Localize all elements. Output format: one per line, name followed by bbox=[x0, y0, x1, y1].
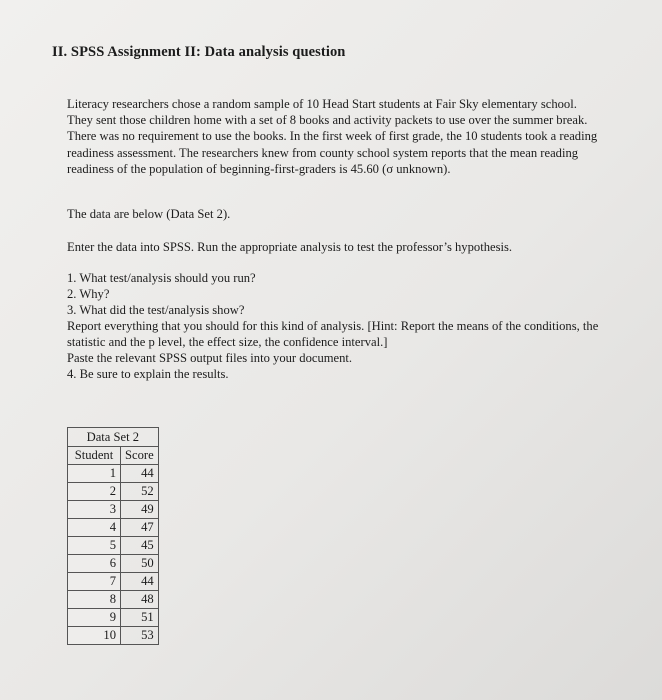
score-cell: 52 bbox=[121, 483, 159, 501]
table-caption: Data Set 2 bbox=[68, 428, 159, 447]
column-header-score: Score bbox=[121, 447, 159, 465]
score-cell: 44 bbox=[121, 573, 159, 591]
student-cell: 9 bbox=[68, 609, 121, 627]
table-row bbox=[68, 591, 159, 609]
student-cell: 7 bbox=[68, 573, 121, 591]
question-3: 3. What did the test/analysis show? bbox=[67, 303, 245, 317]
score-cell: 53 bbox=[121, 627, 159, 645]
report-instruction: Report everything that you should for this kind of analysis. [Hint: Report the means of the conditions, the statistic and the p level, the effect size, the confidence interval.] bbox=[67, 319, 599, 349]
question-4: 4. Be sure to explain the results. bbox=[67, 367, 229, 381]
scenario-paragraph: Literacy researchers chose a random sample of 10 Head Start students at Fair Sky elementary school. They sent those children home with a set of 8 books and activity packets to use over the summer break. There was no requirement to use the books. In the first week of first grade, the 10 students took a reading readiness assessment. The researchers knew from county school system reports that the mean reading readiness of the population of beginning-first-graders is 45.60 (σ unknown). bbox=[67, 97, 598, 176]
question-2: 2. Why? bbox=[67, 287, 110, 301]
score-cell: 44 bbox=[121, 465, 159, 483]
table-row bbox=[68, 519, 159, 537]
table-row bbox=[68, 483, 159, 501]
score-cell: 50 bbox=[121, 555, 159, 573]
data-note: The data are below (Data Set 2). bbox=[67, 207, 231, 221]
table-row bbox=[68, 609, 159, 627]
student-cell: 8 bbox=[68, 591, 121, 609]
paste-instruction: Paste the relevant SPSS output files into your document. bbox=[67, 351, 353, 365]
score-cell: 47 bbox=[121, 519, 159, 537]
table-row bbox=[68, 555, 159, 573]
column-header-student: Student bbox=[68, 447, 121, 465]
score-cell: 48 bbox=[121, 591, 159, 609]
student-cell: 4 bbox=[68, 519, 121, 537]
student-cell: 5 bbox=[68, 537, 121, 555]
assignment-title: II. SPSS Assignment II: Data analysis question bbox=[52, 44, 346, 60]
student-cell: 1 bbox=[68, 465, 121, 483]
student-cell: 2 bbox=[68, 483, 121, 501]
table-row bbox=[68, 537, 159, 555]
score-cell: 45 bbox=[121, 537, 159, 555]
question-1: 1. What test/analysis should you run? bbox=[67, 271, 256, 285]
table-row bbox=[68, 627, 159, 645]
table-row bbox=[68, 465, 159, 483]
table-row bbox=[68, 573, 159, 591]
data-set-table bbox=[67, 427, 159, 645]
question-list bbox=[67, 270, 612, 382]
student-cell: 3 bbox=[68, 501, 121, 519]
student-cell: 6 bbox=[68, 555, 121, 573]
score-cell: 49 bbox=[121, 501, 159, 519]
table-row bbox=[68, 501, 159, 519]
student-cell: 10 bbox=[68, 627, 121, 645]
score-cell: 51 bbox=[121, 609, 159, 627]
instruction-text: Enter the data into SPSS. Run the appropriate analysis to test the professor’s hypothesis. bbox=[67, 240, 513, 254]
